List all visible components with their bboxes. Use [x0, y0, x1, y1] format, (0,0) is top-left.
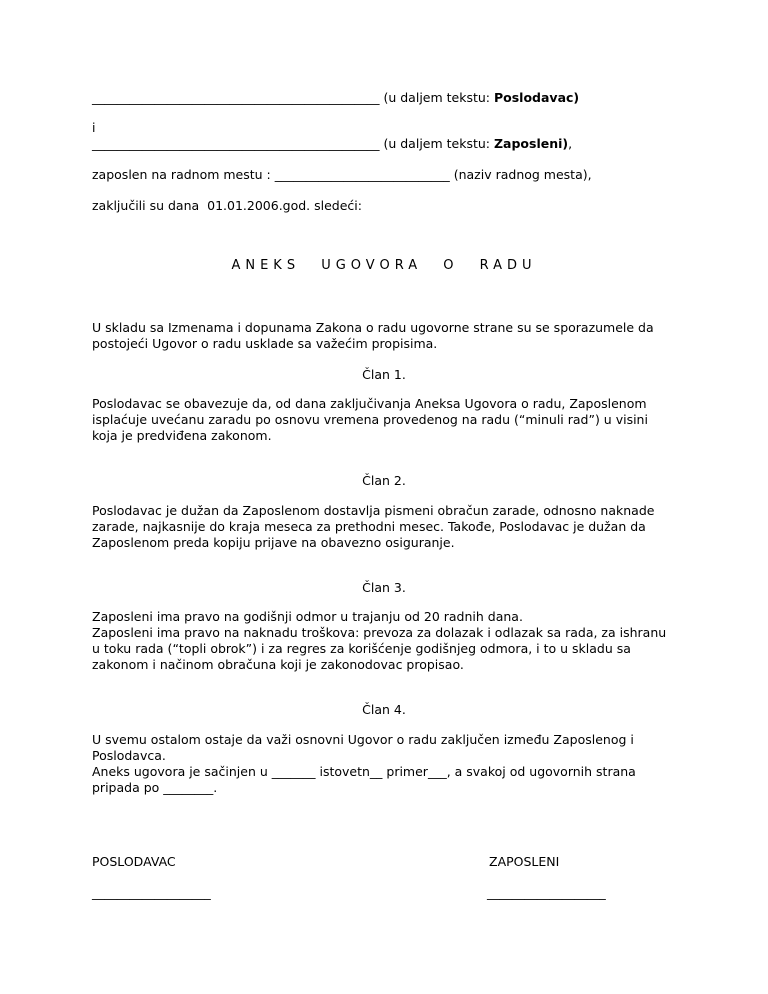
- employer-blank: ______________________________________________: [92, 90, 380, 105]
- employer-signature-label: POSLODAVAC: [92, 854, 176, 869]
- article-4-text: U svemu ostalom ostaje da važi osnovni Ugovor o radu zaključen između Zaposlenog i Poslodavca. Aneks ugovora je sačinjen u _______ istovetn__ primer___, a svakoj od ugovornih strana pripada po ________.: [92, 732, 636, 795]
- article-2-heading: Član 2.: [362, 473, 406, 488]
- article-1-text: Poslodavac se obavezuje da, od dana zaključivanja Aneksa Ugovora o radu, Zaposlenom isplaćuje uvećanu zaradu po osnovu vremena provedenog na radu (“minuli rad”) u visini koja je predviđena zakonom.: [92, 396, 648, 443]
- article-1-heading: Član 1.: [362, 367, 406, 382]
- article-3-heading: Član 3.: [362, 580, 406, 595]
- article-2-text: Poslodavac je dužan da Zaposlenom dostavlja pismeni obračun zarade, odnosno naknade zarade, najkasnije do kraja meseca za prethodni mesec. Takođe, Poslodavac je dužan da Zaposlenom preda kopiju prijave na obavezno osiguranje.: [92, 503, 655, 550]
- employee-prefix: (u daljem tekstu:: [379, 136, 494, 151]
- employee-name: Zaposleni): [493, 136, 569, 151]
- article-3-text: Zaposleni ima pravo na godišnji odmor u trajanju od 20 radnih dana. Zaposleni ima pravo na naknadu troškova: prevoza za dolazak i odlazak sa rada, za ishranu u toku rada (“topli obrok”) i za regres za korišćenje godišnjeg odmora, i to u skladu sa zakonom i načinom obračuna koji je zakonodovac propisao.: [92, 609, 667, 672]
- employer-name: Poslodavac): [493, 90, 580, 105]
- article-4-heading: Član 4.: [362, 702, 406, 717]
- document-title: ANEKS UGOVORA O RADU: [231, 258, 537, 273]
- position-line: zaposlen na radnom mestu : ____________________________ (naziv radnog mesta),: [92, 167, 592, 182]
- employee-suffix: ,: [568, 136, 573, 151]
- employee-signature-line: ___________________: [487, 885, 606, 900]
- employee-line: [92, 136, 572, 152]
- intro-paragraph: U skladu sa Izmenama i dopunama Zakona o radu ugovorne strane su se sporazumele da postojeći Ugovor o radu usklade sa važećim propisima.: [92, 320, 654, 351]
- employee-blank: ______________________________________________: [92, 136, 380, 151]
- employer-signature-line: ___________________: [92, 885, 211, 900]
- and-word: i: [92, 120, 96, 135]
- employer-line: [92, 90, 579, 106]
- employer-prefix: (u daljem tekstu:: [379, 90, 494, 105]
- employee-signature-label: ZAPOSLENI: [489, 854, 560, 869]
- concluded-line: zaključili su dana 01.01.2006.god. sledeći:: [92, 198, 362, 213]
